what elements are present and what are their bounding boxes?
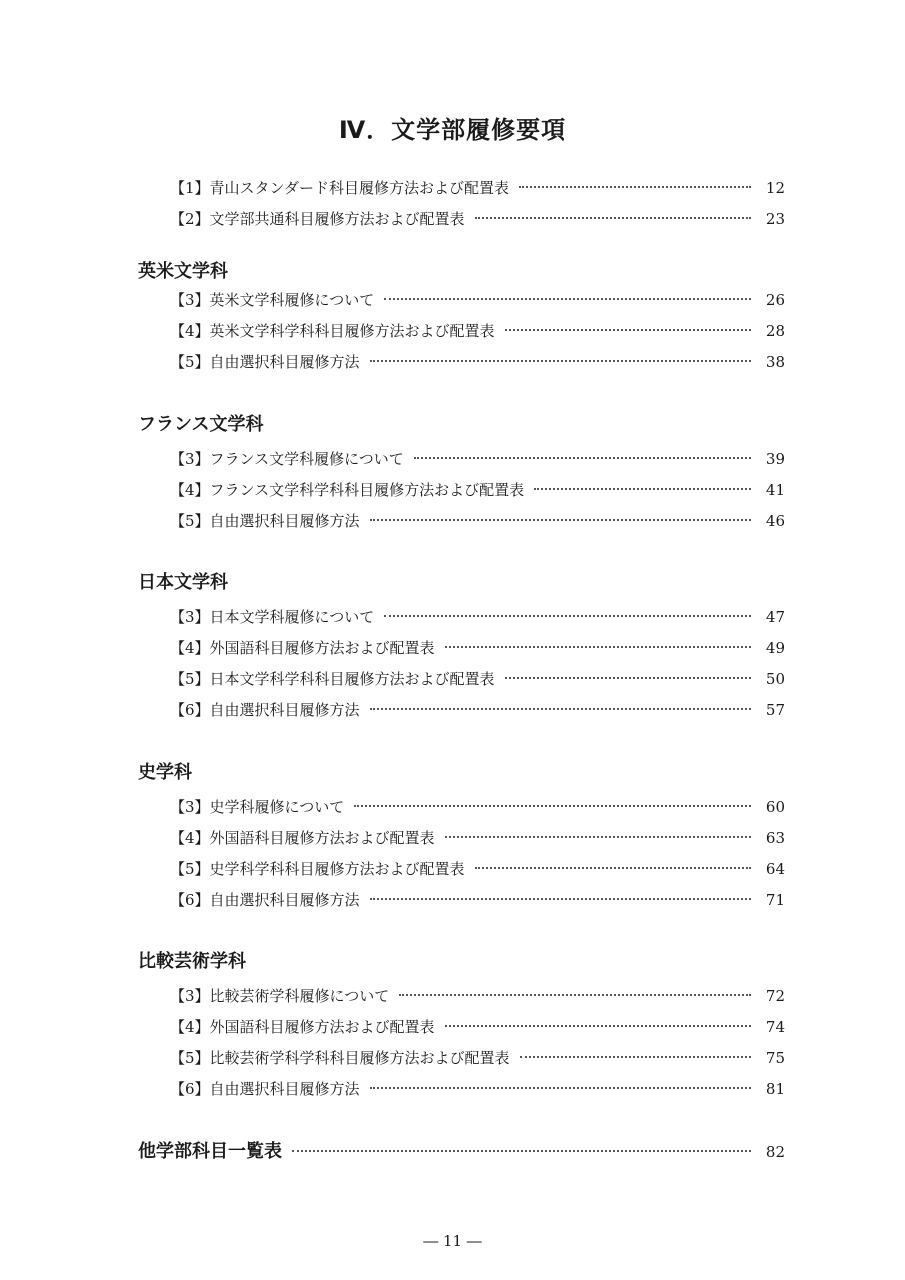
toc-entry[interactable] xyxy=(170,351,785,373)
toc-entry-page: 57 xyxy=(765,701,785,719)
dot-leader xyxy=(445,1025,751,1027)
toc-entry[interactable] xyxy=(170,479,785,501)
dot-leader xyxy=(505,329,751,331)
toc-entry-label: 【4】英米文学科学科科目履修方法および配置表 xyxy=(170,322,495,340)
toc-entry-page: 82 xyxy=(765,1143,785,1161)
dot-leader xyxy=(519,186,751,188)
toc-entry-label: 他学部科目一覧表 xyxy=(138,1141,282,1162)
section-heading: フランス文学科 xyxy=(138,414,264,435)
dot-leader xyxy=(370,519,751,521)
toc-entry-label: 【4】外国語科目履修方法および配置表 xyxy=(170,829,435,847)
toc-entry[interactable] xyxy=(170,858,785,880)
toc-entry-page: 46 xyxy=(765,512,785,530)
toc-entry-label: 【6】自由選択科目履修方法 xyxy=(170,701,360,719)
section-heading: 英米文学科 xyxy=(138,261,228,282)
dot-leader xyxy=(370,708,751,710)
page-number: ― 11 ― xyxy=(423,1232,482,1250)
dot-leader xyxy=(399,994,751,996)
toc-entry-page: 41 xyxy=(765,481,785,499)
toc-entry-label: 【5】日本文学科学科科目履修方法および配置表 xyxy=(170,670,495,688)
toc-entry[interactable] xyxy=(170,668,785,690)
dot-leader xyxy=(445,836,751,838)
toc-entry-page: 39 xyxy=(765,450,785,468)
toc-entry[interactable] xyxy=(170,796,785,818)
section-heading: 日本文学科 xyxy=(138,572,228,593)
toc-entry-page: 63 xyxy=(765,829,785,847)
dot-leader xyxy=(370,898,751,900)
toc-entry-page: 26 xyxy=(765,291,785,309)
toc-entry[interactable] xyxy=(170,637,785,659)
toc-entry[interactable] xyxy=(170,889,785,911)
toc-entry-label: 【5】自由選択科目履修方法 xyxy=(170,353,360,371)
toc-entry-page: 74 xyxy=(765,1018,785,1036)
toc-entry-page: 81 xyxy=(765,1080,785,1098)
toc-entry-label: 【6】自由選択科目履修方法 xyxy=(170,891,360,909)
toc-entry[interactable] xyxy=(170,289,785,311)
toc-entry-page: 49 xyxy=(765,639,785,657)
toc-entry-page: 50 xyxy=(765,670,785,688)
toc-entry[interactable] xyxy=(170,1078,785,1100)
page-title: Ⅳ．文学部履修要項 xyxy=(338,116,567,144)
toc-entry-page: 38 xyxy=(765,353,785,371)
dot-leader xyxy=(505,677,751,679)
dot-leader xyxy=(534,488,751,490)
toc-entry[interactable] xyxy=(170,699,785,721)
toc-entry-label: 【5】史学科学科科目履修方法および配置表 xyxy=(170,860,465,878)
toc-entry-label: 【3】日本文学科履修について xyxy=(170,608,375,626)
dot-leader xyxy=(520,1056,751,1058)
toc-entry-page: 47 xyxy=(765,608,785,626)
toc-entry-page: 12 xyxy=(765,179,785,197)
dot-leader xyxy=(475,217,751,219)
toc-entry-page: 71 xyxy=(765,891,785,909)
toc-entry-label: 【1】青山スタンダード科目履修方法および配置表 xyxy=(170,179,509,197)
section-heading: 史学科 xyxy=(138,762,192,783)
toc-entry-label: 【4】外国語科目履修方法および配置表 xyxy=(170,639,435,657)
toc-entry-label: 【3】史学科履修について xyxy=(170,798,345,816)
dot-leader xyxy=(370,360,751,362)
dot-leader xyxy=(370,1087,751,1089)
dot-leader xyxy=(384,298,751,300)
dot-leader xyxy=(414,457,751,459)
toc-entry-label: 【6】自由選択科目履修方法 xyxy=(170,1080,360,1098)
toc-entry-label: 【4】フランス文学科学科科目履修方法および配置表 xyxy=(170,481,525,499)
toc-entry[interactable] xyxy=(170,827,785,849)
section-heading: 比較芸術学科 xyxy=(138,951,246,972)
toc-entry-page: 28 xyxy=(765,322,785,340)
toc-entry-page: 23 xyxy=(765,210,785,228)
toc-entry[interactable] xyxy=(170,1016,785,1038)
toc-entry-page: 64 xyxy=(765,860,785,878)
dot-leader xyxy=(384,615,751,617)
toc-entry-label: 【3】比較芸術学科履修について xyxy=(170,987,390,1005)
toc-entry-page: 72 xyxy=(765,987,785,1005)
toc-entry[interactable] xyxy=(170,606,785,628)
toc-entry[interactable] xyxy=(170,448,785,470)
toc-entry-label: 【2】文学部共通科目履修方法および配置表 xyxy=(170,210,465,228)
dot-leader xyxy=(445,646,751,648)
toc-entry[interactable] xyxy=(170,208,785,230)
toc-entry-page: 60 xyxy=(765,798,785,816)
dot-leader xyxy=(354,805,751,807)
toc-entry[interactable] xyxy=(170,985,785,1007)
toc-entry-label: 【5】比較芸術学科学科科目履修方法および配置表 xyxy=(170,1049,510,1067)
toc-entry-other-faculty[interactable] xyxy=(138,1137,785,1162)
toc-entry-label: 【3】英米文学科履修について xyxy=(170,291,375,309)
toc-entry[interactable] xyxy=(170,320,785,342)
toc-entry[interactable] xyxy=(170,177,785,199)
toc-entry-label: 【4】外国語科目履修方法および配置表 xyxy=(170,1018,435,1036)
dot-leader xyxy=(475,867,751,869)
toc-entry-label: 【5】自由選択科目履修方法 xyxy=(170,512,360,530)
toc-entry[interactable] xyxy=(170,1047,785,1069)
toc-entry-label: 【3】フランス文学科履修について xyxy=(170,450,404,468)
dot-leader xyxy=(292,1150,751,1152)
toc-entry[interactable] xyxy=(170,510,785,532)
toc-entry-page: 75 xyxy=(765,1049,785,1067)
